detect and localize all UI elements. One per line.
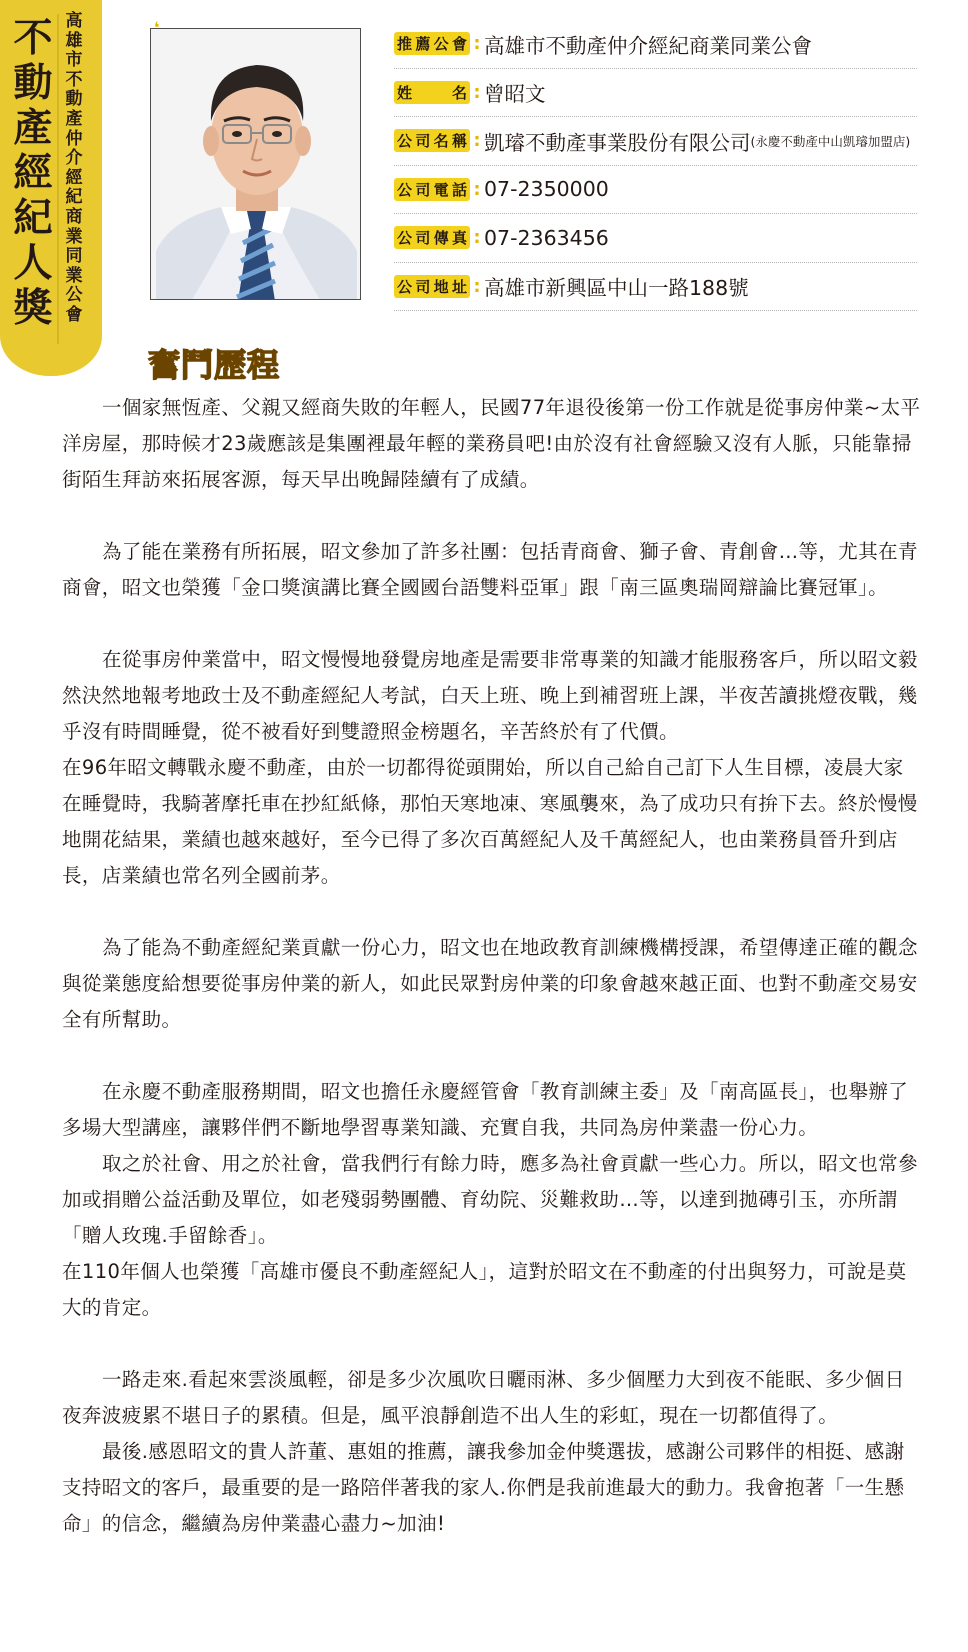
colon: : [473, 227, 481, 249]
colon: : [473, 178, 481, 200]
paragraph: 為了能為不動產經紀業貢獻一份心力，昭文也在地政教育訓練機構授課，希望傳達正確的觀念與從業態度給想要從事房仲業的新人，如此民眾對房仲業的印象會越來越正面、也對不動產交易安全有所幫助。 [62, 936, 918, 1031]
value-fax: 07-2363456 [484, 225, 609, 250]
association-name: 高雄市不動產仲介經紀商業同業公會 [65, 11, 83, 325]
paragraph: 取之於社會、用之於社會，當我們行有餘力時，應多為社會貢獻一些心力。所以，昭文也常參加或捐贈公益活動及單位，如老殘弱勢團體、育幼院、災難救助…等，以達到拋磚引玉，亦所謂「贈人玫瑰.手留餘香」。 [62, 1152, 918, 1247]
portrait-photo [150, 28, 361, 300]
paragraph: 在永慶不動產服務期間，昭文也擔任永慶經管會「教育訓練主委」及「南高區長」，也舉辦了多場大型講座，讓夥伴們不斷地學習專業知識、充實自我，共同為房仲業盡一份心力。 [62, 1080, 909, 1139]
value-company: 凱璿不動產事業股份有限公司 [484, 130, 751, 155]
paragraph: 在從事房仲業當中，昭文慢慢地發覺房地產是需要非常專業的知識才能服務客戶，所以昭文毅然決然地報考地政士及不動產經紀人考試，白天上班、晚上到補習班上課，半夜苦讀挑燈夜戰，幾乎沒有時間睡覺，從不被看好到雙證照金榜題名，辛苦終於有了代價。 [62, 648, 918, 743]
row-association [394, 20, 917, 69]
label-fax: 公司傳真 [394, 226, 470, 249]
row-company [394, 117, 917, 166]
section-title: 奮鬥歷程 [148, 346, 281, 384]
value-company-branch: (永慶不動產中山凱璿加盟店) [750, 133, 911, 149]
label-company: 公司名稱 [394, 129, 470, 152]
value-phone: 07-2350000 [484, 177, 609, 202]
paragraph: 一個家無恆產、父親又經商失敗的年輕人，民國77年退役後第一份工作就是從事房仲業~太平洋房屋，那時候才23歲應該是集團裡最年輕的業務員吧!由於沒有社會經驗又沒有人脈，只能靠掃街陌生拜訪來拓展客源，每天早出晚歸陸續有了成績。 [62, 396, 921, 491]
portrait-illustration [151, 29, 361, 300]
paragraph: 在96年昭文轉戰永慶不動產，由於一切都得從頭開始，所以自己給自己訂下人生目標，凌晨大家在睡覺時，我騎著摩托車在抄紅紙條，那怕天寒地凍、寒風襲來，為了成功只有拚下去。終於慢慢地開花結果，業績也越來越好，至今已得了多次百萬經紀人及千萬經紀人，也由業務員晉升到店長，店業績也常名列全國前茅。 [62, 756, 918, 887]
paragraph: 最後.感恩昭文的貴人許董、惠姐的推薦，讓我參加金仲獎選拔，感謝公司夥伴的相挺、感謝支持昭文的客戶，最重要的是一路陪伴著我的家人.你們是我前進最大的動力。我會抱著「一生懸命」的信念，繼續為房仲業盡心盡力~加油! [62, 1440, 905, 1535]
row-name [394, 69, 917, 118]
paragraph: 在110年個人也榮獲「高雄市優良不動產經紀人」，這對於昭文在不動產的付出與努力，可說是莫大的肯定。 [62, 1260, 907, 1319]
label-phone: 公司電話 [394, 178, 470, 201]
colon: : [473, 33, 481, 55]
value-association: 高雄市不動產仲介經紀商業同業公會 [484, 33, 812, 58]
paragraph: 為了能在業務有所拓展，昭文參加了許多社團：包括青商會、獅子會、青創會…等，尤其在青商會，昭文也榮獲「金口獎演講比賽全國國台語雙料亞軍」跟「南三區奧瑞岡辯論比賽冠軍」。 [62, 540, 918, 599]
banner-divider [57, 14, 59, 344]
value-address: 高雄市新興區中山一路188號 [484, 276, 749, 301]
award-banner [0, 0, 102, 376]
profile-info [394, 20, 917, 311]
colon: : [473, 81, 481, 103]
label-address: 公司地址 [394, 275, 470, 298]
row-phone [394, 166, 917, 215]
award-title: 不動產經紀人獎 [13, 16, 53, 331]
label-association: 推薦公會 [394, 32, 470, 55]
colon: : [473, 275, 481, 297]
paragraph: 一路走來.看起來雲淡風輕，卻是多少次風吹日曬雨淋、多少個壓力大到夜不能眠、多少個日夜奔波疲累不堪日子的累積。但是，風平浪靜創造不出人生的彩虹，現在一切都值得了。 [62, 1368, 905, 1427]
row-address [394, 263, 917, 312]
story-text [62, 390, 922, 1542]
colon: : [473, 130, 481, 152]
value-name: 曾昭文 [484, 82, 546, 107]
label-name: 姓名 [394, 81, 470, 104]
row-fax [394, 214, 917, 263]
